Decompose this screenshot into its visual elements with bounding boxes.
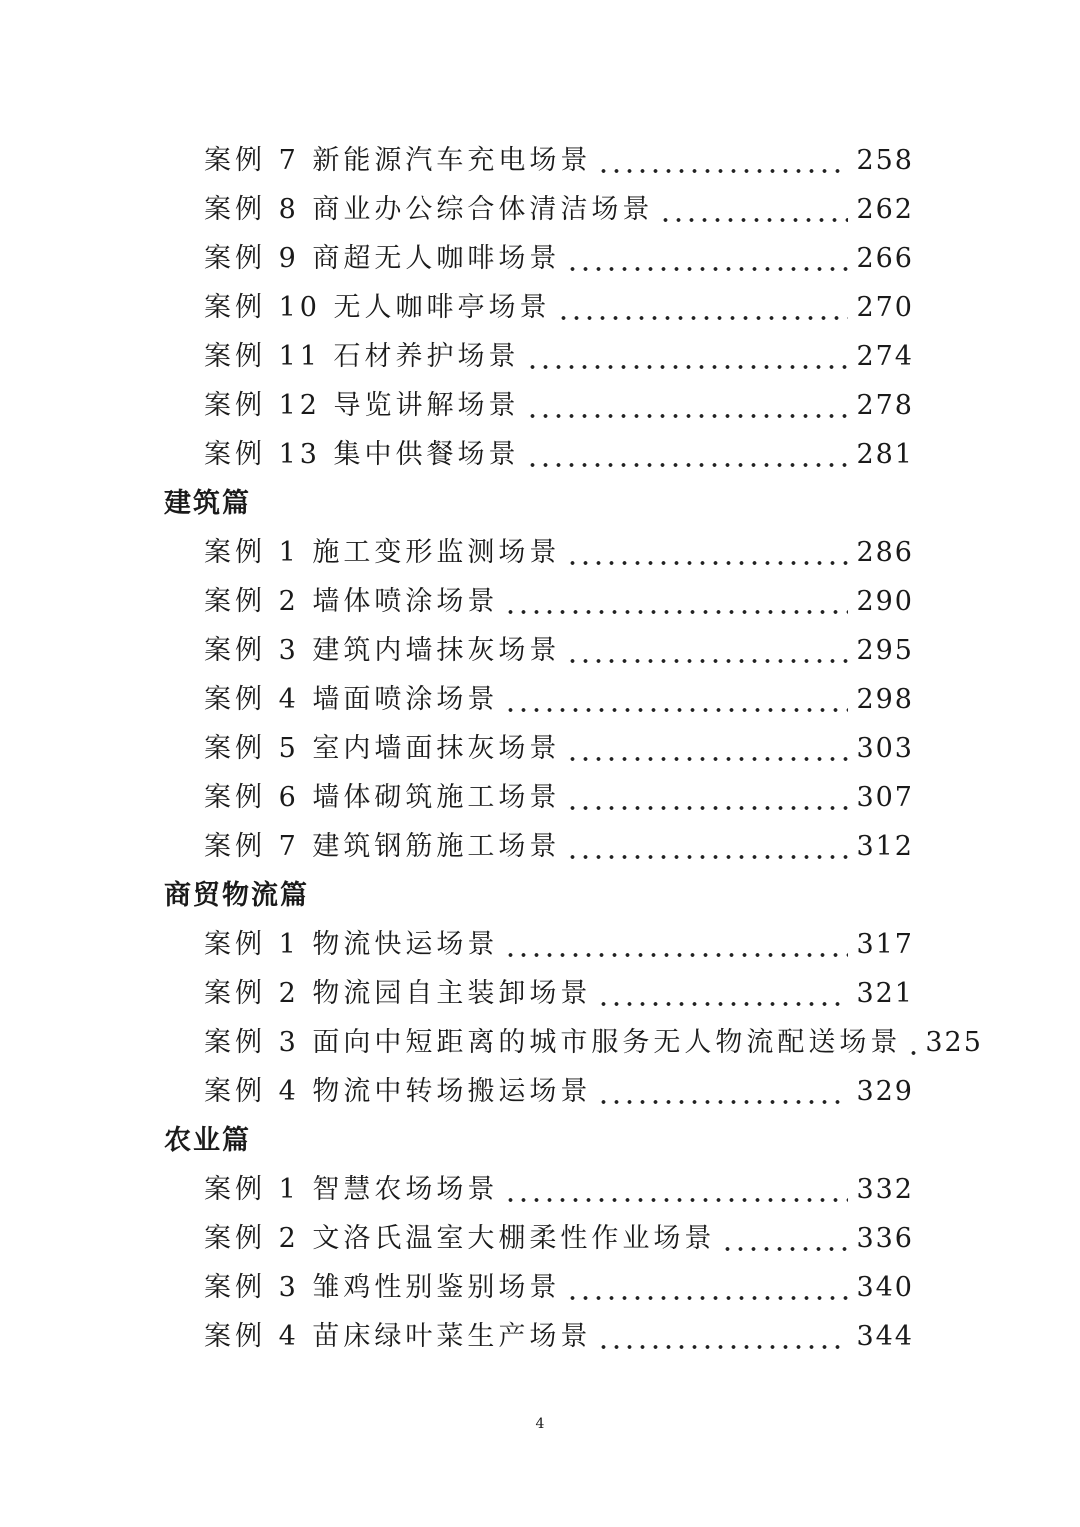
dot-leader bbox=[566, 538, 848, 568]
dot-leader bbox=[721, 1224, 848, 1254]
toc-entry-page: 317 bbox=[856, 929, 914, 960]
dot-leader bbox=[566, 636, 848, 666]
toc-entry-label: 案例 11 石材养护场景 bbox=[204, 341, 520, 372]
dot-leader bbox=[597, 1322, 848, 1352]
toc-entry-label: 案例 4 苗床绿叶菜生产场景 bbox=[204, 1321, 592, 1352]
toc-entry-page: 344 bbox=[856, 1321, 914, 1352]
toc-entry bbox=[0, 920, 1080, 969]
dot-leader bbox=[566, 1273, 848, 1303]
toc-entry bbox=[0, 430, 1080, 479]
toc-entry-page: 336 bbox=[856, 1223, 914, 1254]
toc-entry-label: 案例 3 面向中短距离的城市服务无人物流配送场景 bbox=[204, 1027, 902, 1058]
toc-entry-page: 325 bbox=[925, 1027, 983, 1058]
toc-entry bbox=[0, 969, 1080, 1018]
toc-entry-page: 270 bbox=[856, 292, 914, 323]
toc-entry bbox=[0, 675, 1080, 724]
toc-entry bbox=[0, 185, 1080, 234]
section-title: 农业篇 bbox=[164, 1125, 251, 1156]
toc-entry-page: 340 bbox=[856, 1272, 914, 1303]
toc-entry-page: 258 bbox=[856, 145, 914, 176]
toc-entry bbox=[0, 1165, 1080, 1214]
toc-entry bbox=[0, 528, 1080, 577]
toc-entry-page: 281 bbox=[856, 439, 914, 470]
toc-entry-label: 案例 1 物流快运场景 bbox=[204, 929, 499, 960]
dot-leader bbox=[566, 832, 848, 862]
toc-entry-label: 案例 2 物流园自主装卸场景 bbox=[204, 978, 592, 1009]
toc-entry bbox=[0, 1067, 1080, 1116]
toc-entry-label: 案例 13 集中供餐场景 bbox=[204, 439, 520, 470]
toc-entry bbox=[0, 626, 1080, 675]
toc-entry-page: 312 bbox=[856, 831, 914, 862]
section-title: 建筑篇 bbox=[164, 488, 251, 519]
dot-leader bbox=[504, 587, 848, 617]
toc-entry-label: 案例 6 墙体砌筑施工场景 bbox=[204, 782, 561, 813]
toc-entry-page: 262 bbox=[856, 194, 914, 225]
toc-entry bbox=[0, 822, 1080, 871]
toc-section-heading bbox=[0, 479, 1080, 528]
toc-entry-page: 278 bbox=[856, 390, 914, 421]
toc-entry-page: 298 bbox=[856, 684, 914, 715]
toc-entry-label: 案例 10 无人咖啡亭场景 bbox=[204, 292, 551, 323]
toc-entry bbox=[0, 332, 1080, 381]
toc-entry-page: 303 bbox=[856, 733, 914, 764]
toc-entry-page: 290 bbox=[856, 586, 914, 617]
dot-leader bbox=[504, 1175, 848, 1205]
toc-entry-label: 案例 4 物流中转场搬运场景 bbox=[204, 1076, 592, 1107]
toc-entry-label: 案例 5 室内墙面抹灰场景 bbox=[204, 733, 561, 764]
toc-entry-label: 案例 7 建筑钢筋施工场景 bbox=[204, 831, 561, 862]
dot-leader bbox=[504, 685, 848, 715]
dot-leader bbox=[597, 1077, 848, 1107]
dot-leader bbox=[566, 244, 848, 274]
toc-entry-page: 321 bbox=[856, 978, 914, 1009]
toc-entry bbox=[0, 136, 1080, 185]
toc-entry-label: 案例 2 墙体喷涂场景 bbox=[204, 586, 499, 617]
toc-entry bbox=[0, 381, 1080, 430]
page-number: 4 bbox=[535, 1416, 545, 1432]
toc-entry bbox=[0, 1263, 1080, 1312]
toc-entry bbox=[0, 577, 1080, 626]
dot-leader bbox=[597, 979, 848, 1009]
dot-leader bbox=[566, 783, 848, 813]
toc-entry-page: 295 bbox=[856, 635, 914, 666]
toc-entry-label: 案例 1 施工变形监测场景 bbox=[204, 537, 561, 568]
toc-section-heading bbox=[0, 871, 1080, 920]
dot-leader bbox=[557, 293, 849, 323]
toc-entry bbox=[0, 283, 1080, 332]
toc-entry-page: 329 bbox=[856, 1076, 914, 1107]
toc-entry-page: 286 bbox=[856, 537, 914, 568]
toc-entry-label: 案例 1 智慧农场场景 bbox=[204, 1174, 499, 1205]
toc-entry-page: 266 bbox=[856, 243, 914, 274]
toc-entry bbox=[0, 234, 1080, 283]
dot-leader bbox=[504, 930, 848, 960]
toc-entry-label: 案例 3 雏鸡性别鉴别场景 bbox=[204, 1272, 561, 1303]
toc-entry-label: 案例 4 墙面喷涂场景 bbox=[204, 684, 499, 715]
toc-entry-page: 274 bbox=[856, 341, 914, 372]
toc-entry-label: 案例 9 商超无人咖啡场景 bbox=[204, 243, 561, 274]
toc-section-heading bbox=[0, 1116, 1080, 1165]
dot-leader bbox=[566, 734, 848, 764]
dot-leader bbox=[526, 391, 849, 421]
toc-entry-label: 案例 2 文洛氏温室大棚柔性作业场景 bbox=[204, 1223, 716, 1254]
toc-entry bbox=[0, 773, 1080, 822]
table-of-contents bbox=[0, 136, 1080, 1361]
toc-entry bbox=[0, 1312, 1080, 1361]
dot-leader bbox=[597, 146, 848, 176]
toc-entry-label: 案例 8 商业办公综合体清洁场景 bbox=[204, 194, 654, 225]
toc-entry bbox=[0, 1214, 1080, 1263]
dot-leader bbox=[526, 440, 849, 470]
toc-entry-label: 案例 7 新能源汽车充电场景 bbox=[204, 145, 592, 176]
dot-leader bbox=[659, 195, 848, 225]
toc-entry-label: 案例 12 导览讲解场景 bbox=[204, 390, 520, 421]
dot-leader bbox=[907, 1028, 917, 1058]
toc-entry-page: 307 bbox=[856, 782, 914, 813]
toc-entry bbox=[0, 724, 1080, 773]
toc-entry-page: 332 bbox=[856, 1174, 914, 1205]
section-title: 商贸物流篇 bbox=[164, 880, 309, 911]
dot-leader bbox=[526, 342, 849, 372]
toc-entry-label: 案例 3 建筑内墙抹灰场景 bbox=[204, 635, 561, 666]
toc-entry bbox=[0, 1018, 1080, 1067]
